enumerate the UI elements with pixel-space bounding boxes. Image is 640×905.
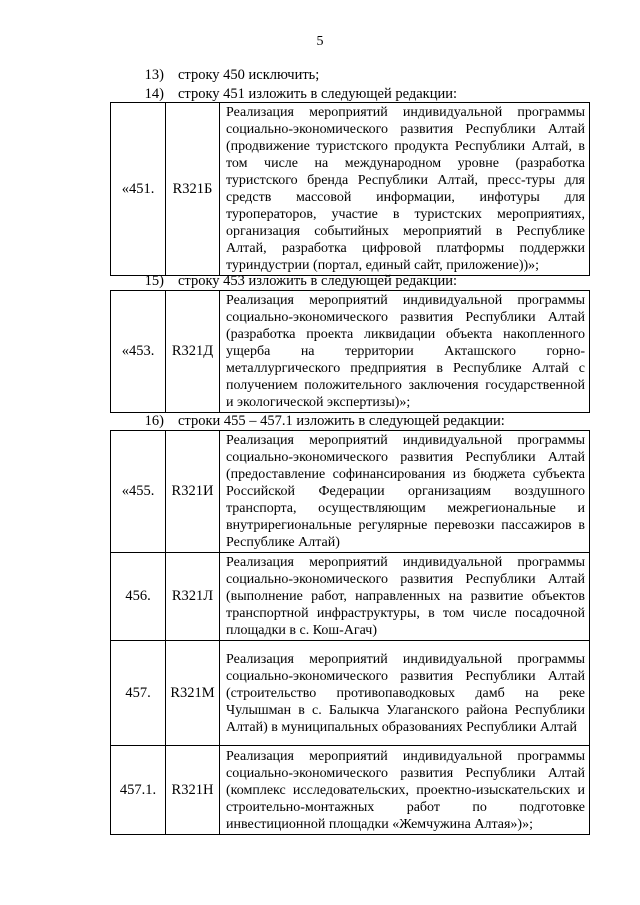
item-text: строку 450 исключить; (178, 67, 320, 83)
table-row (111, 291, 590, 413)
row-description: Реализация мероприятий индивидуальной программы социально-экономического развития Республики Алтай (разработка проекта ликвидации объекта накопленного ущерба на территории Акташского горно-металлургического предприятия в Республике Алтай с получением положительного заключения государственной и экологической экспертизы)»; (220, 291, 590, 413)
amendment-table-453 (110, 290, 590, 413)
row-description: Реализация мероприятий индивидуальной программы социально-экономического развития Республики Алтай (продвижение туристского продукта Республики Алтай, в том числе на международном уровне (разработка туристского бренда Республики Алтай, пресс-туры для средств массовой информации, инфотуры для туроператоров, участие в туристских мероприятиях, организация событийных мероприятий в Республике Алтай, разработка цифровой платформы поддержки туриндустрии (портал, единый сайт, приложение))»; (220, 103, 590, 276)
row-number: 457.1. (111, 746, 166, 835)
item-text: строку 451 изложить в следующей редакции: (178, 86, 457, 102)
row-number: «453. (111, 291, 166, 413)
row-description: Реализация мероприятий индивидуальной программы социально-экономического развития Республики Алтай (выполнение работ, направленных на развитие объектов транспортной инфраструктуры, в том числе посадочной площадки в с. Кош-Агач) (220, 553, 590, 641)
row-code: R321Л (166, 553, 220, 641)
amendment-item-13 (110, 67, 590, 83)
amendment-table-455-457 (110, 430, 590, 835)
item-text: строки 455 – 457.1 изложить в следующей редакции: (178, 413, 505, 429)
row-code: R321М (166, 641, 220, 746)
table-row (111, 641, 590, 746)
row-code: R321Д (166, 291, 220, 413)
row-code: R321Н (166, 746, 220, 835)
table-row (111, 431, 590, 553)
row-description: Реализация мероприятий индивидуальной программы социально-экономического развития Республики Алтай (предоставление софинансирования из бюджета субъекта Российской Федерации организациям воздушного транспорта, осуществляющим межрегиональные и внутрирегиональные регулярные перевозки пассажиров в Республике Алтай) (220, 431, 590, 553)
item-number: 16) (144, 413, 164, 429)
row-number: 457. (111, 641, 166, 746)
amendment-item-14 (110, 86, 590, 102)
amendment-item-16 (110, 413, 590, 429)
amendment-item-15 (110, 273, 590, 289)
item-text: строку 453 изложить в следующей редакции: (178, 273, 457, 289)
table-row (111, 103, 590, 276)
row-code: R321И (166, 431, 220, 553)
table-row (111, 746, 590, 835)
row-number: 456. (111, 553, 166, 641)
table-row (111, 553, 590, 641)
row-number: «455. (111, 431, 166, 553)
item-number: 14) (144, 86, 164, 102)
row-description: Реализация мероприятий индивидуальной программы социально-экономического развития Республики Алтай (комплекс исследовательских, проектно-изыскательских и строительно-монтажных работ по подготовке инвестиционной площадки «Жемчужина Алтая»)»; (220, 746, 590, 835)
row-number: «451. (111, 103, 166, 276)
row-description: Реализация мероприятий индивидуальной программы социально-экономического развития Республики Алтай (строительство противопаводковых дамб на реке Чулышман в с. Балыкча Улаганского района Республики Алтай) в муниципальных образованиях Республики Алтай (220, 641, 590, 746)
amendment-table-451 (110, 102, 590, 276)
item-number: 15) (144, 273, 164, 289)
item-number: 13) (144, 67, 164, 83)
page-number: 5 (316, 34, 324, 49)
row-code: R321Б (166, 103, 220, 276)
